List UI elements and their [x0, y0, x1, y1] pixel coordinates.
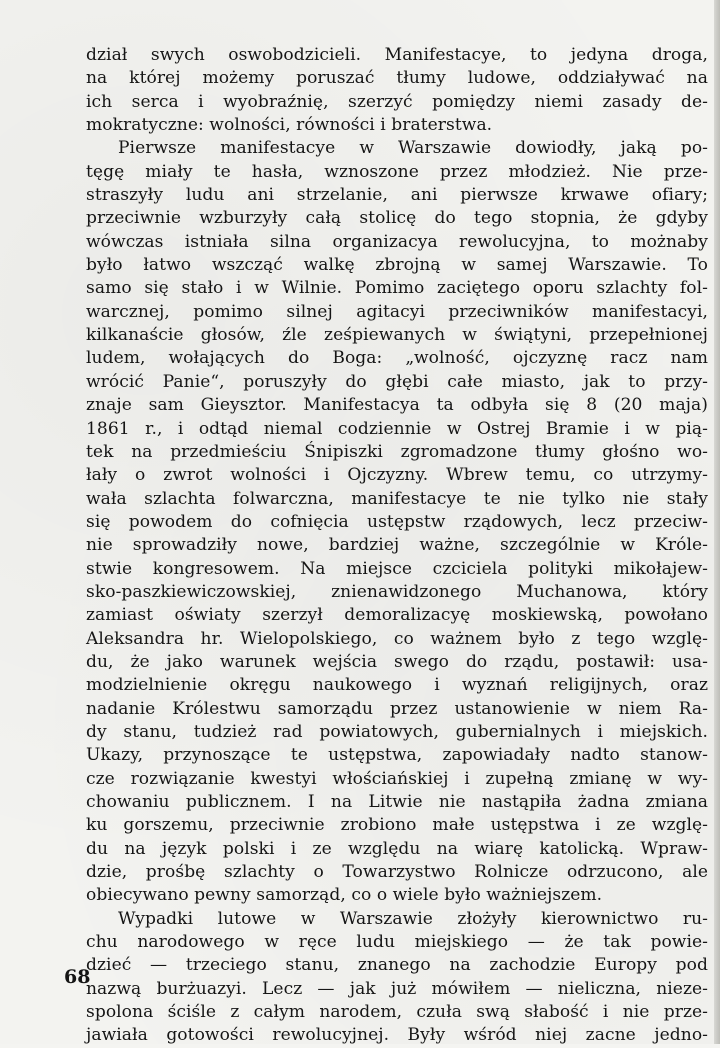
paragraph-start-line: Pierwsze manifestacye w Warszawie dowiodły, jaką po-: [118, 138, 708, 159]
text-line: warcznej, pomimo silnej agitacyi przeciwników manifestacyi,: [86, 301, 708, 322]
text-line: tek na przedmieściu Śnipiszki zgromadzone tłumy głośno wo-: [86, 441, 708, 462]
text-line: spolona ściśle z całym narodem, czuła swą słabość i nie prze-: [86, 1002, 708, 1023]
page-edge-shadow: [714, 0, 720, 1044]
text-line: samo się stało i w Wilnie. Pomimo zaciętego oporu szlachty fol-: [86, 278, 708, 299]
text-line: zamiast oświaty szerzył demoralizacyę moskiewską, powołano: [86, 605, 708, 626]
text-line: dzie, prośbę szlachty o Towarzystwo Rolnicze odrzucono, ale: [86, 862, 708, 883]
text-line: du na język polski i ze względu na wiarę katolicką. Wpraw-: [86, 838, 708, 859]
text-line: wała szlachta folwarczna, manifestacye te nie tylko nie stały: [86, 488, 708, 509]
text-line: dy stanu, tudzież rad powiatowych, gubernialnych i miejskich.: [86, 721, 708, 742]
text-line: ku gorszemu, przeciwnie zrobiono małe ustępstwa i ze wzglę-: [86, 815, 708, 836]
body-text: [86, 44, 708, 1048]
text-line: się powodem do cofnięcia ustępstw rządowych, lecz przeciw-: [86, 511, 708, 532]
text-line: było łatwo wszcząć walkę zbrojną w samej Warszawie. To: [86, 255, 708, 276]
text-line: znaje sam Gieysztor. Manifestacya ta odbyła się 8 (20 maja): [86, 395, 708, 416]
text-line: modzielnienie okręgu naukowego i wyznań religijnych, oraz: [86, 675, 708, 696]
page-number: 68: [64, 966, 91, 988]
text-line: mokratyczne: wolności, równości i braterstwa.: [86, 115, 493, 136]
text-line: obiecywano pewny samorząd, co o wiele było ważniejszem.: [86, 885, 603, 906]
text-line: ludem, wołających do Boga: „wolność, ojczyznę racz nam: [86, 348, 708, 369]
text-line: dzieć — trzeciego stanu, znanego na zachodzie Europy pod: [86, 955, 708, 976]
text-line: chu narodowego w ręce ludu miejskiego — że tak powie-: [86, 932, 708, 953]
text-line: stwie kongresowem. Na miejsce czciciela polityki mikołajew-: [86, 558, 708, 579]
text-line: dział swych oswobodzicieli. Manifestacye, to jedyna droga,: [86, 45, 708, 65]
text-line: nadanie Królestwu samorządu przez ustanowienie w niem Ra-: [86, 698, 708, 719]
text-line: straszyły ludu ani strzelanie, ani pierwsze krwawe ofiary;: [86, 185, 708, 206]
text-line: kilkanaście głosów, źle ześpiewanych w świątyni, przepełnionej: [86, 325, 708, 346]
text-line: 1861 r., i odtąd niemal codziennie w Ostrej Bramie i w pią-: [86, 418, 708, 439]
text-line: chowaniu publicznem. I na Litwie nie nastąpiła żadna zmiana: [86, 792, 708, 812]
text-line: Ukazy, przynoszące te ustępstwa, zapowiadały nadto stanow-: [86, 745, 708, 766]
text-line: cze rozwiązanie kwestyi włościańskiej i zupełną zmianę w wy-: [86, 768, 708, 789]
text-line: tęgę miały te hasła, wznoszone przez młodzież. Nie prze-: [86, 161, 708, 182]
text-line: łały o zwrot wolności i Ojczyzny. Wbrew temu, co utrzymy-: [86, 465, 708, 486]
text-line: nie sprowadziły nowe, bardziej ważne, szczególnie w Króle-: [86, 535, 708, 556]
text-line: na której możemy poruszać tłumy ludowe, oddziaływać na: [86, 68, 708, 89]
text-line: przeciwnie wzburzyły całą stolicę do tego stopnia, że gdyby: [86, 208, 708, 229]
text-line: sko-paszkiewiczowskiej, znienawidzonego Muchanowa, który: [86, 581, 708, 602]
text-line: wówczas istniała silna organizacya rewolucyjna, to możnaby: [86, 231, 708, 252]
text-line: du, że jako warunek wejścia swego do rządu, postawił: usa-: [86, 651, 708, 672]
text-line: Aleksandra hr. Wielopolskiego, co ważnem było z tego wzglę-: [86, 628, 708, 649]
paragraph-start-line: Wypadki lutowe w Warszawie złożyły kierownictwo ru-: [118, 908, 708, 929]
text-line: nazwą burżuazyi. Lecz — jak już mówiłem — nieliczna, nieze-: [86, 978, 708, 999]
text-line: ich serca i wyobraźnię, szerzyć pomiędzy niemi zasady de-: [86, 91, 708, 112]
text-line: jawiała gotowości rewolucyjnej. Były wśród niej zacne jedno-: [86, 1025, 708, 1046]
text-line: wrócić Panie“, poruszyły do głębi całe miasto, jak to przy-: [86, 371, 708, 392]
